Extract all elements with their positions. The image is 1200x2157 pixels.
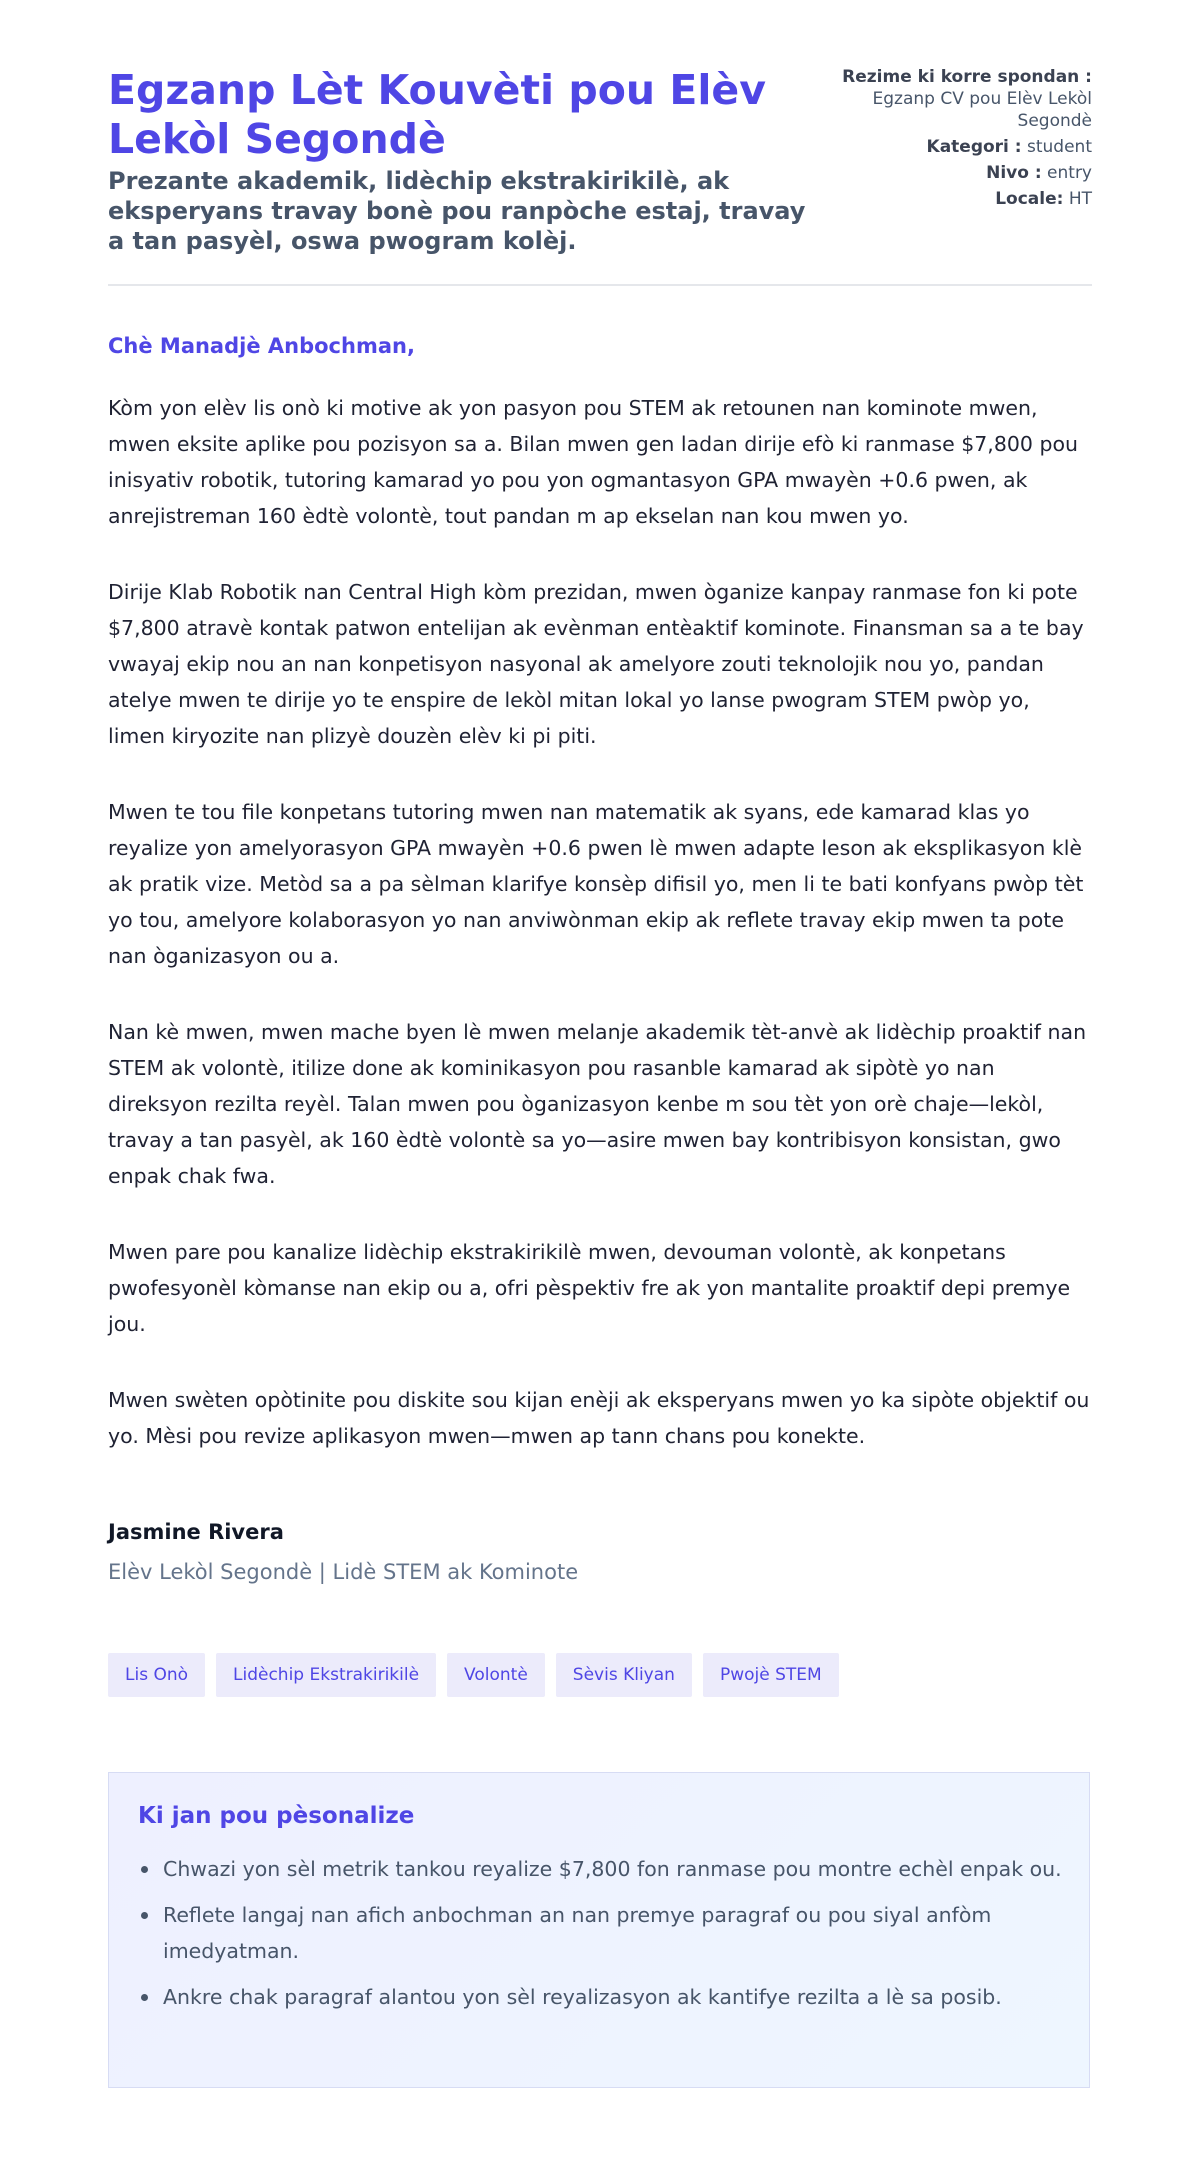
tips-title: Ki jan pou pèsonalize — [138, 1803, 415, 1829]
letter-paragraph: Mwen te tou file konpetans tutoring mwen nan matematik ak syans, ede kamarad klas yo reyalize yon amelyorasyon GPA mwayèn +0.6 pwen lè mwen adapte leson ak eksplikasyon klè ak pratik vize. Metòd sa a pa sèlman klarifye konsèp difisil yo, men li te bati konfyans pwòp tèt yo tou, amelyore kolaborasyon yo nan anviwònman ekip ak reflete travay ekip mwen ta pote nan òganizasyon ou a. — [108, 800, 1084, 968]
tip-item: Chwazi yon sèl metrik tankou reyalize $7,800 fon ranmase pou montre echèl enpak ou. — [163, 1851, 1083, 1887]
skill-tag: Pwojè STEM — [703, 1653, 839, 1697]
meta-summary — [842, 66, 1092, 132]
meta-category-value: student — [1027, 137, 1092, 157]
meta-locale-value: HT — [1068, 189, 1092, 209]
meta-summary-value: Egzanp CV pou Elèv Lekòl Segondè — [872, 89, 1092, 131]
letter-paragraph: Kòm yon elèv lis onò ki motive ak yon pasyon pou STEM ak retounen nan kominote mwen, mwen eksite aplike pou pozisyon sa a. Bilan mwen gen ladan dirije efò ki ranmase $7,800 pou inisyativ robotik, tutoring kamarad yo pou yon ogmantasyon GPA mwayèn +0.6 pwen, ak anrejistreman 160 èdtè volontè, tout pandan m ap ekselan nan kou mwen yo. — [108, 396, 1079, 528]
letter-paragraph: Nan kè mwen, mwen mache byen lè mwen melanje akademik tèt-anvè ak lidèchip proaktif nan STEM ak volontè, itilize done ak kominikasyon pou rasanble kamarad ak sipòtè yo nan direksyon rezilta reyèl. Talan mwen pou òganizasyon kenbe m sou tèt yon orè chaje—lekòl, travay a tan pasyèl, ak 160 èdtè volontè sa yo—asire mwen bay kontribisyon konsistan, gwo enpak chak fwa. — [108, 1020, 1087, 1188]
header-divider — [108, 284, 1092, 286]
meta-locale-label: Locale: — [995, 189, 1064, 209]
skill-tag: Volontè — [447, 1653, 545, 1697]
tip-item: Reflete langaj nan afich anbochman an nan premye paragraf ou pou siyal anfòm imedyatman. — [163, 1897, 1083, 1969]
page-header — [108, 0, 1092, 284]
page-subtitle: Prezante akademik, lidèchip ekstrakirikilè, ak eksperyans travay bonè pou ranpòche estaj, travay a tan pasyèl, oswa pwogram kolèj. — [108, 167, 806, 255]
meta-level-label: Nivo : — [986, 163, 1042, 183]
letter-body — [108, 390, 1092, 1494]
letter-paragraph: Dirije Klab Robotik nan Central High kòm prezidan, mwen òganize kanpay ranmase fon ki pote $7,800 atravè kontak patwon entelijan ak evènman entèaktif kominote. Finansman sa a te bay vwayaj ekip nou an nan konpetisyon nasyonal ak amelyore zouti teknolojik nou yo, pandan atelye mwen te dirije yo te enspire de lekòl mitan lokal yo lanse pwogram STEM pwòp yo, limen kiryozite nan plizyè douzèn elèv ki pi piti. — [108, 580, 1084, 748]
meta-panel — [842, 66, 1092, 214]
tips-list — [138, 1851, 1083, 2025]
salutation: Chè Manadjè Anbochman, — [108, 334, 415, 358]
meta-locale — [842, 188, 1092, 210]
skill-tag: Lidèchip Ekstrakirikilè — [216, 1653, 436, 1697]
signature-name: Jasmine Rivera — [108, 1520, 284, 1544]
meta-summary-label: Rezime ki korre spondan : — [842, 67, 1092, 87]
signature-block — [108, 1520, 578, 1584]
letter-paragraph: Mwen pare pou kanalize lidèchip ekstrakirikilè mwen, devouman volontè, ak konpetans pwofesyonèl kòmanse nan ekip ou a, ofri pèspektiv fre ak yon mantalite proaktif depi premye jou. — [108, 1240, 1071, 1336]
skill-tag: Sèvis Kliyan — [556, 1653, 692, 1697]
meta-category-label: Kategori : — [926, 137, 1022, 157]
skill-tags — [108, 1653, 839, 1697]
page-title: Egzanp Lèt Kouvèti pou Elèv Lekòl Segondè — [108, 66, 766, 163]
meta-level-value: entry — [1047, 163, 1092, 183]
signature-title: Elèv Lekòl Segondè | Lidè STEM ak Kominote — [108, 1560, 579, 1584]
customization-tips-box — [108, 1772, 1090, 2088]
content-column — [108, 0, 1092, 2009]
tip-item: Ankre chak paragraf alantou yon sèl reyalizasyon ak kantifye rezilta a lè sa posib. — [163, 1979, 1083, 2015]
meta-level — [842, 162, 1092, 184]
meta-category — [842, 136, 1092, 158]
letter-paragraph: Mwen swèten opòtinite pou diskite sou kijan enèji ak eksperyans mwen yo ka sipòte objektif ou yo. Mèsi pou revize aplikasyon mwen—mwen ap tann chans pou konekte. — [108, 1388, 1090, 1448]
skill-tag: Lis Onò — [108, 1653, 205, 1697]
